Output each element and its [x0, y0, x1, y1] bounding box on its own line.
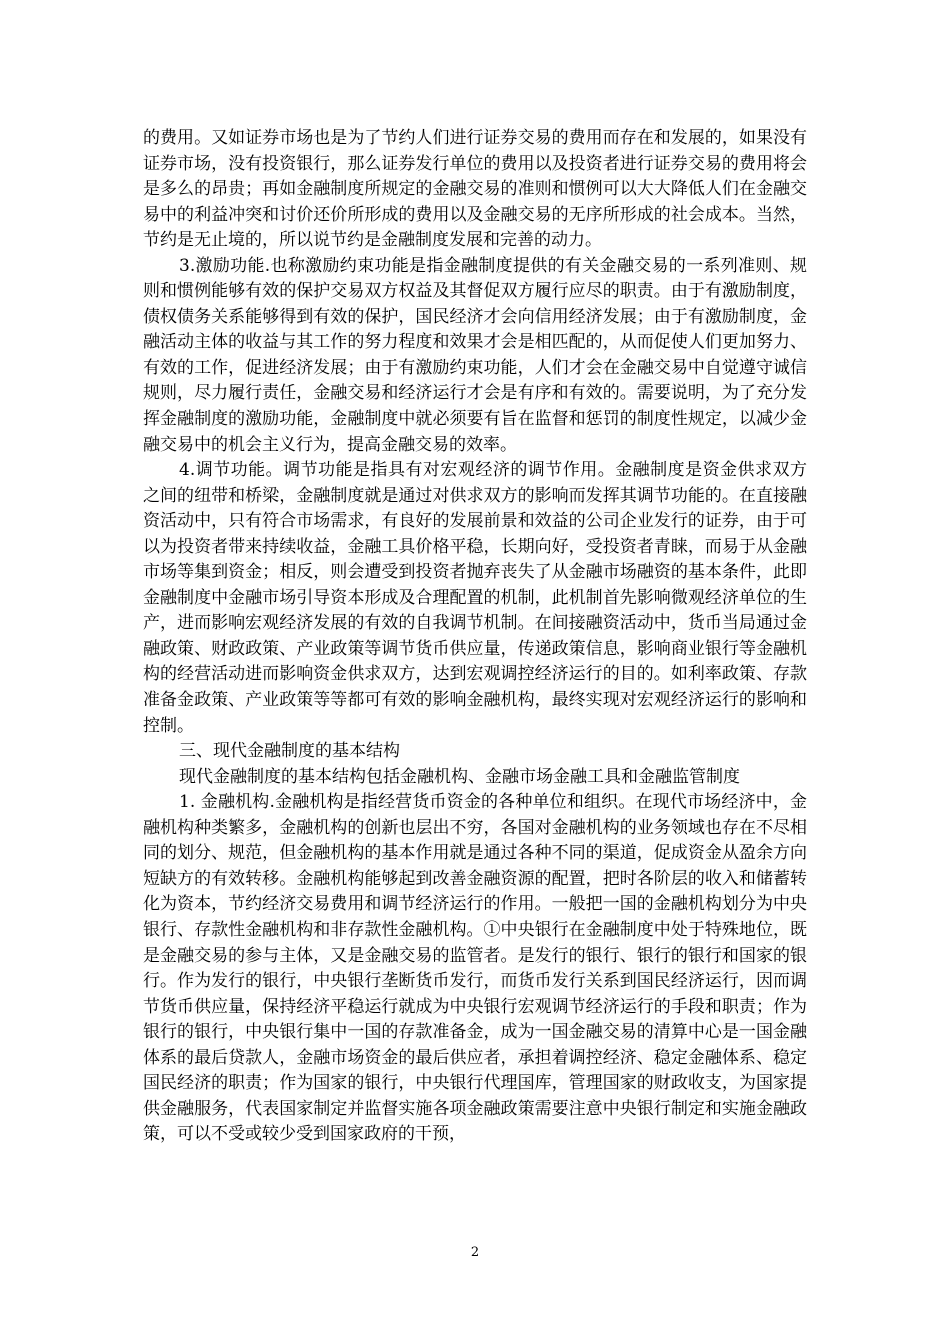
body-text — [143, 126, 807, 1148]
paragraph-financial-institutions: 1. 金融机构.金融机构是指经营货币资金的各种单位和组织。在现代市场经济中，金融机构种类繁多，金融机构的创新也层出不穷，各国对金融机构的业务领域也存在不尽相同的划分、规范，但金融机构的基本作用就是通过各种不同的渠道，促成资金从盈余方向短缺方的有效转移。金融机构能够起到改善金融资源的配置，把时各阶层的收入和储蓄转化为资本，节约经济交易费用和调节经济运行的作用。一般把一国的金融机构划分为中央银行、存款性金融机构和非存款性金融机构。①中央银行在金融制度中处于特殊地位，既是金融交易的参与主体，又是金融交易的监管者。是发行的银行、银行的银行和国家的银行。作为发行的银行，中央银行垄断货币发行，而货币发行关系到国民经济运行，因而调节货币供应量，保持经济平稳运行就成为中央银行宏观调节经济运行的手段和职责；作为银行的银行，中央银行集中一国的存款准备金，成为一国金融交易的清算中心是一国金融体系的最后贷款人，金融市场资金的最后供应者，承担着调控经济、稳定金融体系、稳定国民经济的职责；作为国家的银行，中央银行代理国库，管理国家的财政收支，为国家提供金融服务，代表国家制定并监督实施各项金融政策需要注意中央银行制定和实施金融政策，可以不受或较少受到国家政府的干预， — [143, 792, 807, 1145]
section-heading-basic-structure: 三、现代金融制度的基本结构 — [179, 741, 400, 762]
paragraph-structure-overview: 现代金融制度的基本结构包括金融机构、金融市场金融工具和金融监管制度 — [179, 766, 740, 787]
paragraph-regulation-function: 4.调节功能。调节功能是指具有对宏观经济的调节作用。金融制度是资金供求双方之间的纽带和桥梁，金融制度就是通过对供求双方的影响而发挥其调节功能的。在直接融资活动中，只有符合市场需求，有良好的发展前景和效益的公司企业发行的证券，由于可以为投资者带来持续收益，金融工具价格平稳，长期向好，受投资者青睐，而易于从金融市场等集到资金；相反，则会遭受到投资者抛弃丧失了从金融市场融资的基本条件，此即金融制度中金融市场引导资本形成及合理配置的机制，此机制首先影响微观经济单位的生产，进而影响宏观经济发展的有效的自我调节机制。在间接融资活动中，货币当局通过金融政策、财政政策、产业政策等调节货币供应量，传递政策信息，影响商业银行等金融机构的经营活动进而影响资金供求双方，达到宏观调控经济运行的目的。如利率政策、存款准备金政策、产业政策等等都可有效的影响金融机构，最终实现对宏观经济运行的影响和控制。 — [143, 460, 807, 736]
paragraph-incentive-function: 3.激励功能.也称激励约束功能是指金融制度提供的有关金融交易的一系列准则、规则和惯例能够有效的保护交易双方权益及其督促双方履行应尽的职责。由于有激励制度，债权债务关系能够得到有效的保护，国民经济才会向信用经济发展；由于有激励制度，金融活动主体的收益与其工作的努力程度和效果才会是相匹配的，从而促使人们更加努力、有效的工作，促进经济发展；由于有激励约束功能，人们才会在金融交易中自觉遵守诚信规则，尽力履行责任，金融交易和经济运行才会是有序和有效的。需要说明，为了充分发挥金融制度的激励功能，金融制度中就必须要有旨在监督和惩罚的制度性规定，以减少金融交易中的机会主义行为，提高金融交易的效率。 — [143, 255, 807, 455]
paragraph-cost-saving: 的费用。又如证券市场也是为了节约人们进行证券交易的费用而存在和发展的，如果没有证券市场，没有投资银行，那么证券发行单位的费用以及投资者进行证券交易的费用将会是多么的昂贵；再如金融制度所规定的金融交易的准则和惯例可以大大降低人们在金融交易中的利益冲突和讨价还价所形成的费用以及金融交易的无序所形成的社会成本。当然，节约是无止境的，所以说节约是金融制度发展和完善的动力。 — [143, 128, 807, 251]
page-number: 2 — [470, 1245, 480, 1260]
